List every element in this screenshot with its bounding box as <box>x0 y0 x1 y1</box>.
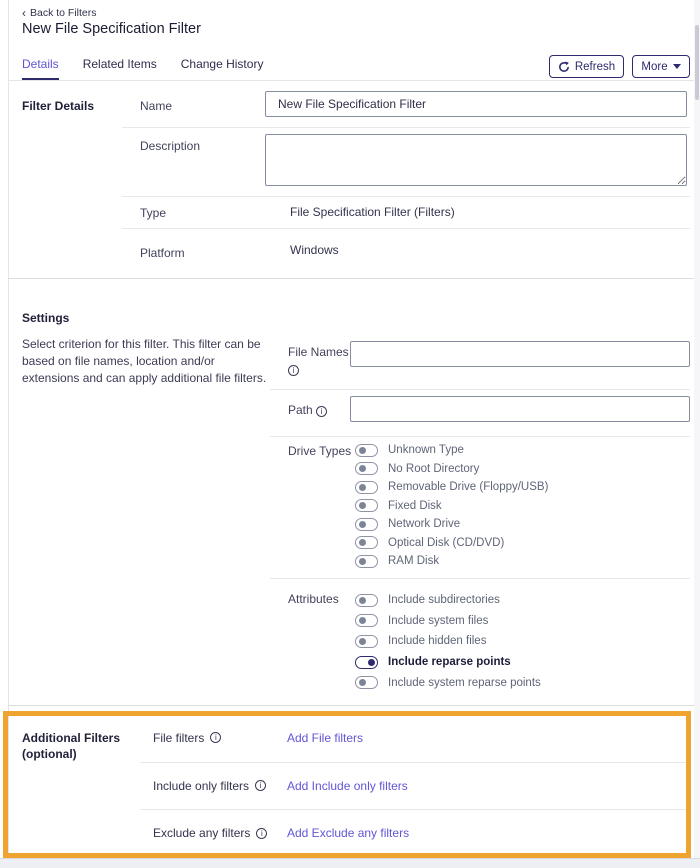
refresh-button[interactable] <box>549 55 624 78</box>
row-divider <box>122 228 690 229</box>
toggle-knob <box>359 617 366 624</box>
toggle[interactable] <box>355 614 378 627</box>
refresh-icon <box>558 61 570 73</box>
toggle[interactable] <box>355 481 378 494</box>
toggle-row <box>355 460 548 479</box>
toggle-label: No Root Directory <box>388 462 480 475</box>
card-left-border <box>8 0 9 858</box>
more-label: More <box>641 60 668 73</box>
chevron-left-icon: ‹ <box>22 6 26 20</box>
type-value: File Specification Filter (Filters) <box>290 205 455 219</box>
drive-types-label: Drive Types <box>288 444 352 458</box>
caret-down-icon <box>673 64 681 69</box>
file-names-label-text: File Names <box>288 345 349 359</box>
tab-related-items[interactable]: Related Items <box>82 57 157 71</box>
platform-value: Windows <box>290 243 339 257</box>
path-label-text: Path <box>288 403 313 417</box>
toggle[interactable] <box>355 676 378 689</box>
toggle[interactable] <box>355 594 378 607</box>
toggle-knob <box>359 465 366 472</box>
add-file-filters-link[interactable]: Add File filters <box>287 730 364 745</box>
toggle-row <box>355 478 548 497</box>
toggle-label: Network Drive <box>388 518 461 531</box>
description-textarea[interactable] <box>265 134 687 186</box>
tabbar-divider <box>8 80 694 81</box>
type-label: Type <box>140 206 167 220</box>
toggle[interactable] <box>355 635 378 648</box>
info-icon[interactable]: i <box>210 732 221 743</box>
toggle-label: Include system reparse points <box>388 676 541 689</box>
refresh-label: Refresh <box>574 60 616 73</box>
settings-section-title: Settings <box>22 311 70 325</box>
toggle-label: Optical Disk (CD/DVD) <box>388 536 505 549</box>
toggle-row <box>355 441 548 460</box>
toggle[interactable] <box>355 555 378 568</box>
toggle-knob <box>359 484 366 491</box>
toggle-row <box>355 631 541 652</box>
tab-bar <box>22 57 263 80</box>
toggle-knob <box>359 638 366 645</box>
more-button[interactable] <box>632 55 690 78</box>
toggle-knob <box>359 558 366 565</box>
toggle-label: Include reparse points <box>388 656 511 669</box>
info-icon[interactable]: i <box>316 406 327 417</box>
file-names-label <box>288 344 350 378</box>
row-divider <box>122 196 690 197</box>
additional-filters-section-title: Additional Filters (optional) <box>22 731 121 762</box>
scrollbar-thumb[interactable] <box>695 25 699 100</box>
attributes-label: Attributes <box>288 592 339 606</box>
exclude-any-filters-label-text: Exclude any filters <box>153 826 251 841</box>
exclude-any-filters-label <box>140 826 287 840</box>
toggle-knob <box>359 502 366 509</box>
toggle-label: Include system files <box>388 614 489 627</box>
toggle-row <box>355 552 548 571</box>
toggle-knob <box>368 659 375 666</box>
info-icon[interactable]: i <box>288 365 299 376</box>
additional-filters-rows <box>140 714 688 857</box>
filter-details-section-title: Filter Details <box>22 99 95 113</box>
additional-filter-row <box>140 762 688 810</box>
section-divider <box>8 278 694 279</box>
info-icon[interactable]: i <box>256 828 267 839</box>
name-label: Name <box>140 99 173 113</box>
toggle[interactable] <box>355 518 378 531</box>
include-only-filters-label <box>140 779 287 793</box>
additional-filter-row <box>140 714 688 762</box>
toggle-row <box>355 515 548 534</box>
tab-change-history[interactable]: Change History <box>180 57 264 71</box>
description-label: Description <box>140 139 201 153</box>
toggle[interactable] <box>355 656 378 669</box>
toggle-row <box>355 534 548 553</box>
platform-label: Platform <box>140 246 185 260</box>
row-divider <box>270 578 690 579</box>
path-input[interactable] <box>350 396 690 422</box>
toggle[interactable] <box>355 536 378 549</box>
back-to-filters-link[interactable] <box>22 7 97 19</box>
toggle[interactable] <box>355 444 378 457</box>
toggle-knob <box>359 447 366 454</box>
additional-filter-row <box>140 809 688 857</box>
row-divider <box>270 389 690 390</box>
add-exclude-any-filters-link[interactable]: Add Exclude any filters <box>287 826 410 841</box>
toggle-row <box>355 590 541 611</box>
tab-details[interactable]: Details <box>22 57 59 80</box>
toggle-label: Include subdirectories <box>388 594 500 607</box>
row-divider <box>122 127 690 128</box>
toggle-knob <box>359 679 366 686</box>
settings-description: Select criterion for this filter. This filter can be based on file names, location and/or extensions and can apply additional file filters. <box>22 337 267 386</box>
include-only-filters-label-text: Include only filters <box>153 778 250 793</box>
toggle[interactable] <box>355 499 378 512</box>
back-link-label: Back to Filters <box>30 7 97 19</box>
name-input[interactable] <box>265 91 687 117</box>
toggle-knob <box>359 539 366 546</box>
info-icon[interactable]: i <box>255 780 266 791</box>
toggle-row <box>355 652 541 673</box>
attributes-list <box>355 590 541 693</box>
row-divider <box>270 436 690 437</box>
file-filters-label <box>140 731 287 745</box>
toggle-label: Removable Drive (Floppy/USB) <box>388 481 549 494</box>
section-divider <box>8 705 694 706</box>
toggle-knob <box>359 597 366 604</box>
toggle-row <box>355 672 541 693</box>
toggle-label: RAM Disk <box>388 555 440 568</box>
drive-types-list <box>355 441 548 571</box>
toggle-knob <box>359 521 366 528</box>
toggle-row <box>355 497 548 516</box>
path-label <box>288 403 327 417</box>
file-filters-label-text: File filters <box>153 730 205 745</box>
toggle-label: Fixed Disk <box>388 499 442 512</box>
toggle-label: Unknown Type <box>388 444 464 457</box>
toggle-label: Include hidden files <box>388 635 487 648</box>
page-title: New File Specification Filter <box>22 21 201 37</box>
toggle-row <box>355 611 541 632</box>
bottom-strip <box>0 858 700 868</box>
toggle[interactable] <box>355 462 378 475</box>
scrollbar-track[interactable] <box>694 0 700 858</box>
file-names-input[interactable] <box>350 341 690 367</box>
add-include-only-filters-link[interactable]: Add Include only filters <box>287 778 408 793</box>
